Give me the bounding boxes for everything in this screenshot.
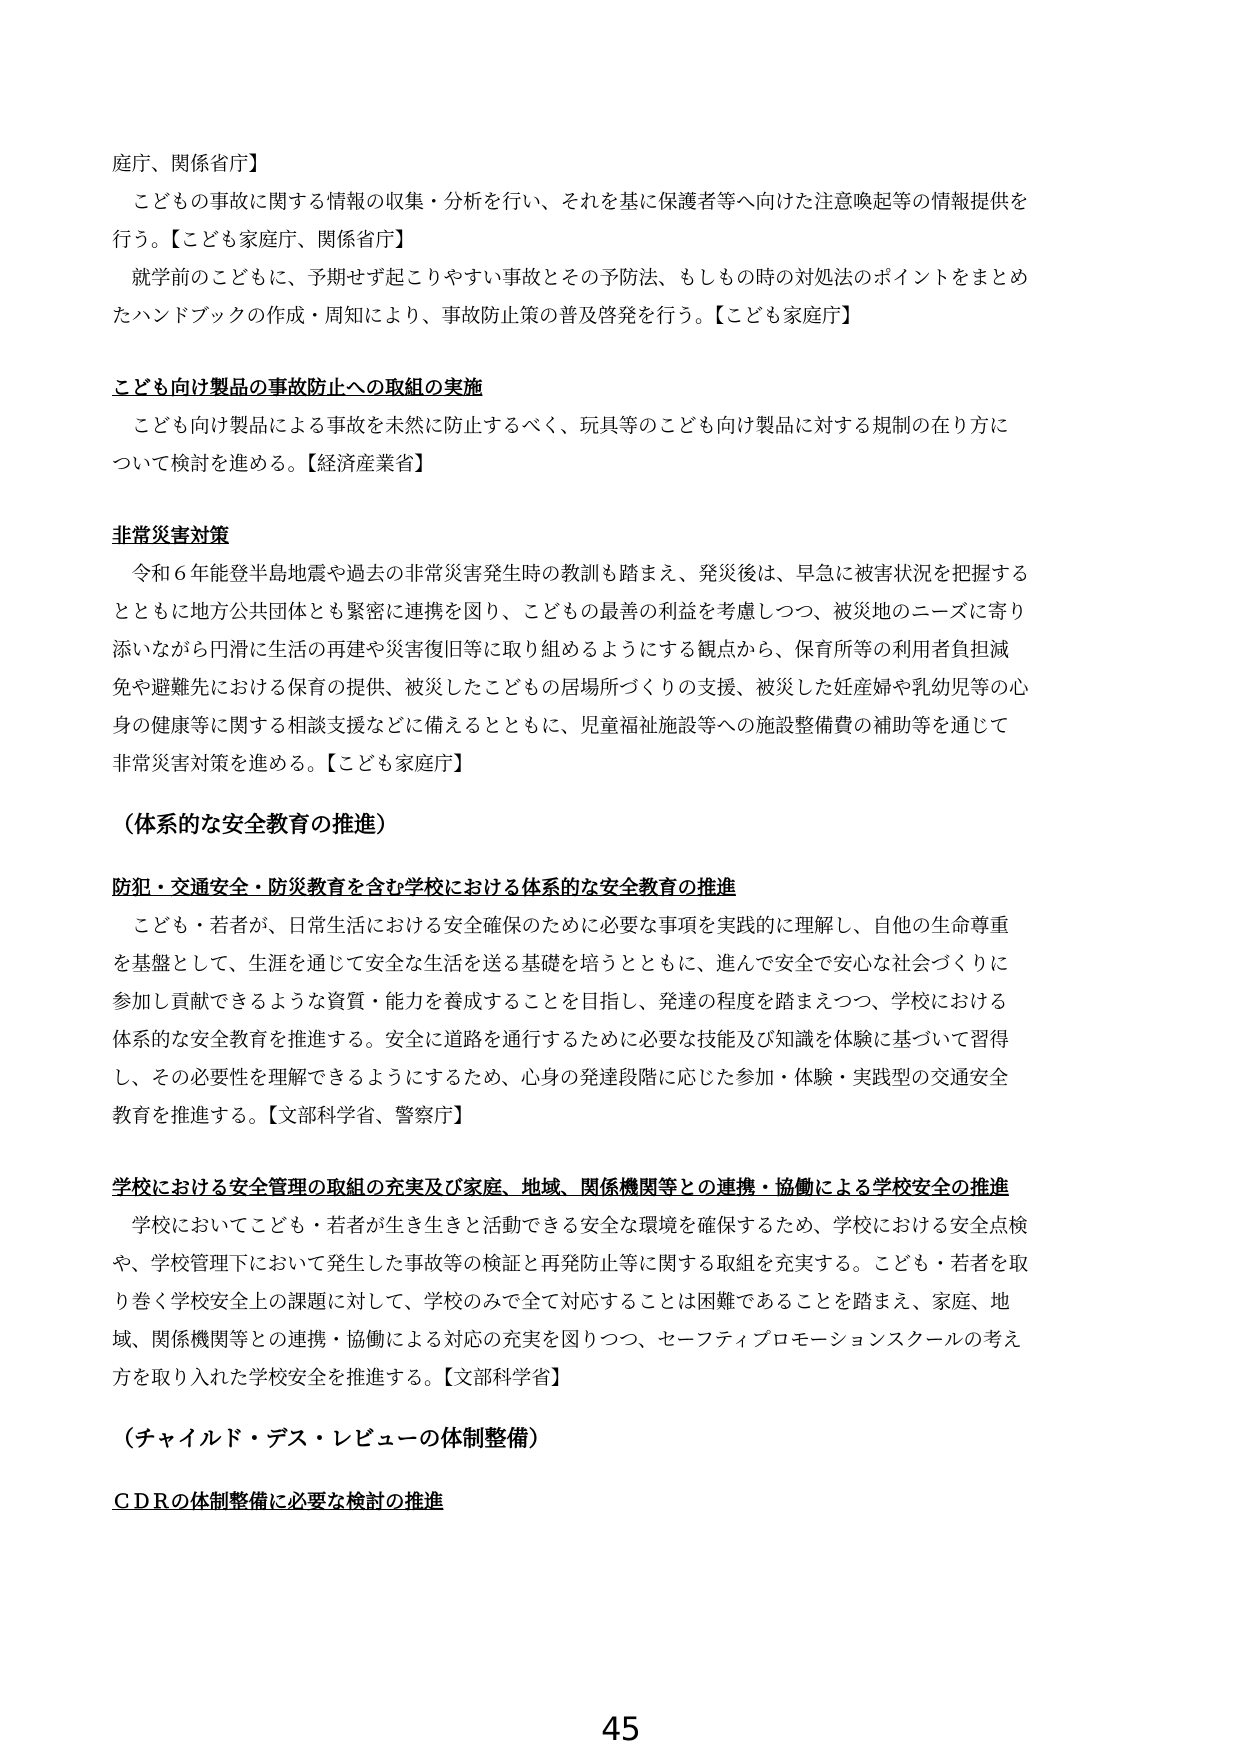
- text-line: 学校においてこども・若者が生き生きと活動できる安全な環境を確保するため、学校における安全点検: [112, 1214, 1028, 1237]
- text-line: こども・若者が、日常生活における安全確保のために必要な事項を実践的に理解し、自他の生命尊重: [112, 914, 1010, 937]
- text-line: り巻く学校安全上の課題に対して、学校のみで全て対応することは困難であることを踏まえ、家庭、地: [112, 1290, 1010, 1313]
- subsection-title: （チャイルド・デス・レビューの体制整備）: [112, 1427, 551, 1452]
- text-line: 方を取り入れた学校安全を推進する。【文部科学省】: [112, 1366, 571, 1389]
- text-line: 添いながら円滑に生活の再建や災害復旧等に取り組めるようにする観点から、保育所等の利用者負担減: [112, 638, 1010, 661]
- page-number: 45: [601, 1710, 640, 1748]
- section-heading: こども向け製品の事故防止への取組の実施: [112, 376, 483, 399]
- school-education-section: [112, 869, 1138, 1135]
- school-safety-section: [112, 1169, 1138, 1397]
- text-line: し、その必要性を理解できるようにするため、心身の発達段階に応じた参加・体験・実践型の交通安全: [112, 1066, 1009, 1089]
- section-heading: ＣＤＲの体制整備に必要な検討の推進: [112, 1490, 444, 1513]
- cdr-section: [112, 1483, 1138, 1521]
- intro-paragraph: [112, 145, 1138, 335]
- text-line: 参加し貢献できるような資質・能力を養成することを目指し、発達の程度を踏まえつつ、学校における: [112, 990, 1008, 1013]
- text-line: たハンドブックの作成・周知により、事故防止策の普及啓発を行う。【こども家庭庁】: [112, 304, 861, 327]
- text-line: 就学前のこどもに、予期せず起こりやすい事故とその予防法、もしもの時の対処法のポイントをまとめ: [112, 266, 1029, 289]
- text-line: や、学校管理下において発生した事故等の検証と再発防止等に関する取組を充実する。こども・若者を取: [112, 1252, 1029, 1275]
- text-line: を基盤として、生涯を通じて安全な生活を送る基礎を培うとともに、進んで安全で安心な社会づくりに: [112, 952, 1009, 975]
- section-heading: 防犯・交通安全・防災教育を含む学校における体系的な安全教育の推進: [112, 876, 737, 899]
- text-line: 教育を推進する。【文部科学省、警察庁】: [112, 1104, 473, 1127]
- text-line: とともに地方公共団体とも緊密に連携を図り、こどもの最善の利益を考慮しつつ、被災地のニーズに寄り: [112, 600, 1027, 623]
- text-line: 庭庁、関係省庁】: [112, 152, 269, 175]
- disaster-section: [112, 517, 1138, 783]
- text-line: 体系的な安全教育を推進する。安全に道路を通行するために必要な技能及び知識を体験に基づいて習得: [112, 1028, 1010, 1051]
- document-body: [112, 145, 1138, 1521]
- subsection-title: （体系的な安全教育の推進）: [112, 813, 399, 838]
- product-safety-section: [112, 369, 1138, 483]
- text-line: こどもの事故に関する情報の収集・分析を行い、それを基に保護者等へ向けた注意喚起等の情報提供を: [112, 190, 1029, 213]
- text-line: 域、関係機関等との連携・協働による対応の充実を図りつつ、セーフティプロモーションスクールの考え: [112, 1328, 1022, 1351]
- text-line: こども向け製品による事故を未然に防止するべく、玩具等のこども向け製品に対する規制の在り方に: [112, 414, 1009, 437]
- section-heading: 学校における安全管理の取組の充実及び家庭、地域、関係機関等との連携・協働による学校安全の推進: [112, 1176, 1010, 1199]
- text-line: 非常災害対策を進める。【こども家庭庁】: [112, 752, 473, 775]
- text-line: 令和６年能登半島地震や過去の非常災害発生時の教訓も踏まえ、発災後は、早急に被害状況を把握する: [112, 562, 1030, 585]
- section-heading: 非常災害対策: [112, 524, 230, 547]
- text-line: 免や避難先における保育の提供、被災したこどもの居場所づくりの支援、被災した妊産婦や乳幼児等の心: [112, 676, 1029, 699]
- text-line: ついて検討を進める。【経済産業省】: [112, 452, 434, 475]
- text-line: 身の健康等に関する相談支援などに備えるとともに、児童福祉施設等への施設整備費の補助等を通じて: [112, 714, 1010, 737]
- text-line: 行う。【こども家庭庁、関係省庁】: [112, 228, 415, 251]
